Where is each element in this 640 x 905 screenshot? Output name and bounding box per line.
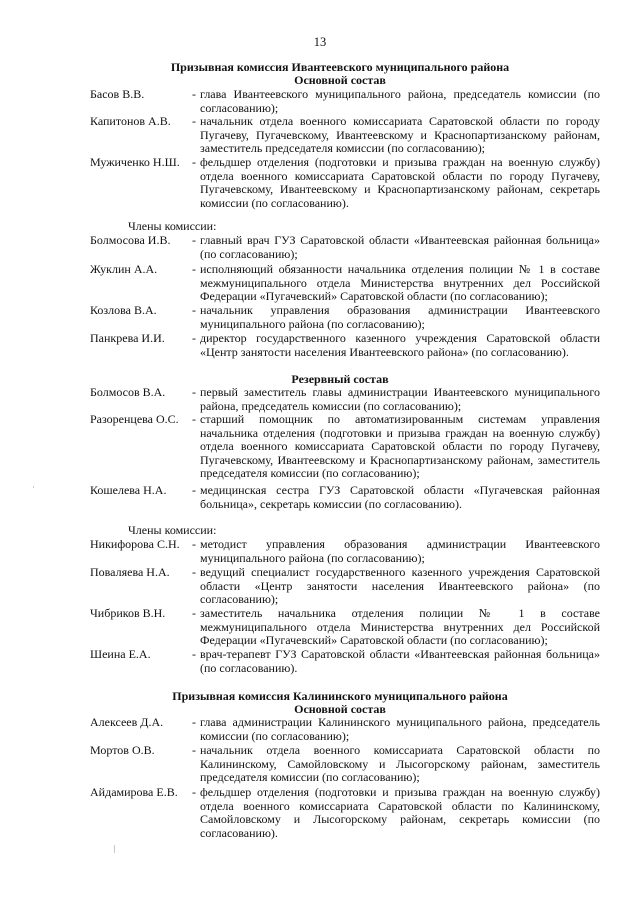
main-composition-title: Основной состав <box>294 702 386 716</box>
member-role: фельдшер отделения (подготовки и призыва граждан на военную службу) отдела военного комиссариата Саратовской области по городу Пугачеву, Пугачевскому, Ивантеевскому и Краснопартизанскому районам, секретарь комиссии (по согласованию). <box>200 155 600 210</box>
document-page: 13 Призывная комиссия Ивантеевского муниципального района Основной состав Басов В.В. - глава Ивантеевского муниципального района, председатель комиссии (по согласованию); Капитонов А.В. - начальник отдела военного комиссариата Саратовской области по городу Пугачеву, Пугачевскому, Ивантеевскому и Краснопартизанскому районам, заместитель председателя комиссии (по согласованию); Мужиченко Н.Ш. - фельдшер отделения (подготовки и призыва граждан на военную службу) отдела военного комиссариата Саратовской области по городу Пугачеву, Пугачевскому, Ивантеевскому и Краснопартизанскому районам, секретарь комиссии (по согласованию). Члены комиссии: Болмосова И.В. - главный врач ГУЗ Саратовской области «Ивантеевская районная больница» (по согласованию); Жуклин А.А. - исполняющий обязанности начальника отделения полиции № 1 в составе межмуниципального отдела Министерства внутренних дел Российской Федерации «Пугачевский» Саратовской области (по согласованию); Козлова В.А. - начальник управления образования администрации Ивантеевского муниципального района (по согласованию); Панкрева И.И. - директор государственного казенного учреждения Саратовской области «Центр занятости населения Ивантеевского района» (по согласованию). Резервный состав Болмосов В.А. - первый заместитель главы администрации Ивантеевского муниципального района, председатель комиссии (по согласованию); Разоренцева О.С. - старший помощник по автоматизированным системам управления начальника отделения (подготовки и призыва граждан на военную службу) отдела военного комиссариата Саратовской области по городу Пугачеву, Пугачевскому, Ивантеевскому и Краснопартизанскому районам, заместитель председателя комиссии (по согласованию); Кошелева Н.А. - медицинская сестра ГУЗ Саратовской области «Пугачевская районная больница», секретарь комиссии (по согласованию). Члены комиссии: Никифорова С.Н. - методист управления образования администрации Ивантеевского муниципального района (по согласованию); Поваляева Н.А. - ведущий специалист государственного казенного учреждения Саратовской области «Центр занятости населения Ивантеевского района» (по согласованию); Чибриков В.Н. - заместитель начальника отделения полиции № 1 в составе межмуниципального отдела Министерства внутренних дел Российской Федерации «Пугачевский» Саратовской области (по согласованию); Шеина Е.А. - врач-терапевт ГУЗ Саратовской области «Ивантеевская районная больница» (по согласованию). Призывная комиссия Калининского муниципального района Основной состав Алексеев Д.А. - глава администрации Калининского муниципального района, председатель комиссии (по согласованию); Мортов О.В. - начальник отдела военного комиссариата Саратовской области по Калининскому, Самойловскому и Лысогорскому районам, заместитель председателя комиссии (по согласованию); Айдамирова Е.В. - фельдшер отделения (подготовки и призыва граждан на военную службу) отдела военного комиссариата Саратовской области по Калининскому, Самойловскому и Лысогорскому районам, секретарь комиссии (по согласованию). <box>0 0 640 905</box>
member-name: Жуклин А.А. <box>90 262 158 276</box>
member-role: заместитель начальника отделения полиции № 1 в составе межмуниципального отдела Министерства внутренних дел Российской Федерации «Пугачевский» Саратовской области (по согласованию); <box>200 606 600 648</box>
member-role: глава Ивантеевского муниципального района, председатель комиссии (по согласованию); <box>200 87 600 115</box>
member-name: Козлова В.А. <box>90 303 157 317</box>
member-role: главный врач ГУЗ Саратовской области «Ивантеевская районная больница» (по согласованию); <box>200 233 600 261</box>
member-name: Кошелева Н.А. <box>90 483 167 497</box>
member-name: Чибриков В.Н. <box>90 606 166 620</box>
member-role: старший помощник по автоматизированным системам управления начальника отделения (подготовки и призыва граждан на военную службу) отдела военного комиссариата Саратовской области по городу Пугачеву, Пугачевскому, Ивантеевскому и Краснопартизанскому районам, заместитель председателя комиссии (по согласованию); <box>200 412 600 481</box>
member-name: Айдамирова Е.В. <box>90 785 178 799</box>
section-title: Призывная комиссия Калининского муниципального района <box>172 689 508 703</box>
member-role: глава администрации Калининского муниципального района, председатель комиссии (по согласованию); <box>200 715 600 743</box>
member-name: Болмосов В.А. <box>90 385 166 399</box>
member-role: врач-терапевт ГУЗ Саратовской области «Ивантеевская районная больница» (по согласованию). <box>200 647 600 675</box>
page-number: 13 <box>313 35 327 49</box>
scan-speck <box>114 845 115 853</box>
member-name: Разоренцева О.С. <box>90 412 179 426</box>
member-role: первый заместитель главы администрации Ивантеевского муниципального района, председатель комиссии (по согласованию); <box>200 385 600 413</box>
member-name: Мужиченко Н.Ш. <box>90 155 180 169</box>
section-title: Призывная комиссия Ивантеевского муниципального района <box>170 60 510 74</box>
member-role: начальник управления образования администрации Ивантеевского муниципального района (по согласованию); <box>200 303 600 331</box>
member-name: Болмосова И.В. <box>90 233 171 247</box>
member-role: фельдшер отделения (подготовки и призыва граждан на военную службу) отдела военного комиссариата Саратовской области по Калининскому, Самойловскому и Лысогорскому районам, секретарь комиссии (по согласованию). <box>200 785 600 840</box>
member-name: Шеина Е.А. <box>90 647 151 661</box>
member-name: Панкрева И.И. <box>90 331 165 345</box>
reserve-composition-title: Резервный состав <box>291 372 389 386</box>
scan-speck <box>33 486 34 488</box>
member-role: ведущий специалист государственного казенного учреждения Саратовской области «Центр занятости населения Ивантеевского района» (по согласованию); <box>200 565 600 607</box>
member-name: Алексеев Д.А. <box>90 715 164 729</box>
member-name: Никифорова С.Н. <box>90 537 180 551</box>
main-composition-title: Основной состав <box>294 73 386 87</box>
member-role: начальник отдела военного комиссариата Саратовской области по городу Пугачеву, Пугачевскому, Ивантеевскому и Краснопартизанскому районам, заместитель председателя комиссии (по согласованию); <box>200 114 600 156</box>
member-role: исполняющий обязанности начальника отделения полиции № 1 в составе межмуниципального отдела Министерства внутренних дел Российской Федерации «Пугачевский» Саратовской области (по согласованию); <box>200 262 600 304</box>
member-role: методист управления образования администрации Ивантеевского муниципального района (по согласованию); <box>200 537 600 565</box>
member-name: Мортов О.В. <box>90 743 155 757</box>
member-role: медицинская сестра ГУЗ Саратовской области «Пугачевская районная больница», секретарь комиссии (по согласованию). <box>200 483 600 511</box>
member-name: Басов В.В. <box>90 87 145 101</box>
member-role: директор государственного казенного учреждения Саратовской области «Центр занятости населения Ивантеевского района» (по согласованию). <box>200 331 600 359</box>
members-label: Члены комиссии: <box>128 523 217 537</box>
member-name: Капитонов А.В. <box>90 114 171 128</box>
members-label: Члены комиссии: <box>128 219 217 233</box>
member-name: Поваляева Н.А. <box>90 565 170 579</box>
member-role: начальник отдела военного комиссариата Саратовской области по Калининскому, Самойловскому и Лысогорскому районам, заместитель председателя комиссии (по согласованию); <box>200 743 600 785</box>
